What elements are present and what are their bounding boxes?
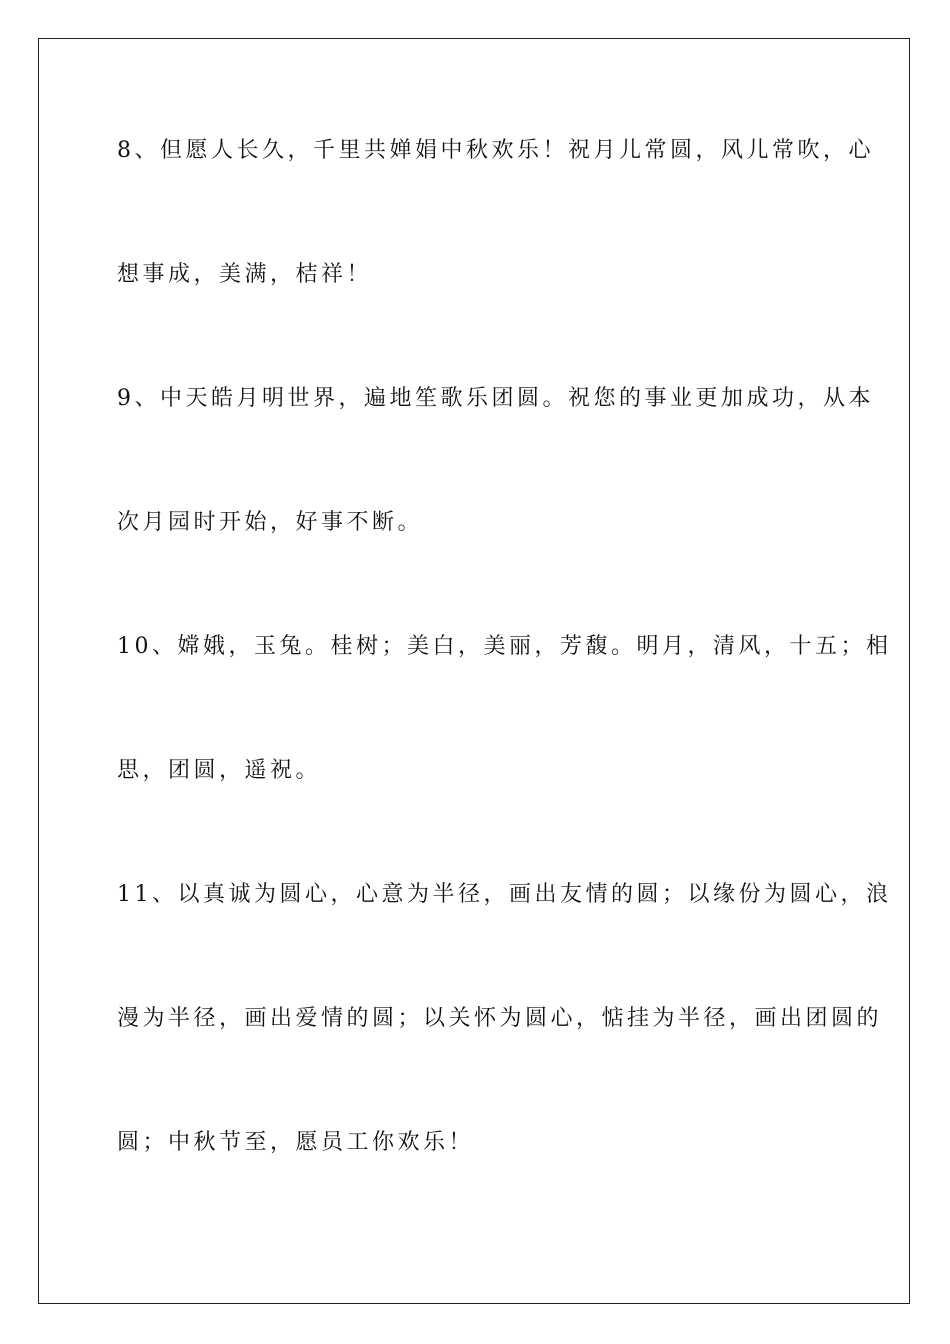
text-line: 圆；中秋节至，愿员工你欢乐！ [117, 1130, 475, 1155]
page-border [38, 38, 910, 1304]
text-line: 漫为半径，画出爱情的圆；以关怀为圆心，惦挂为半径，画出团圆的 [117, 1006, 883, 1031]
text-line: 次月园时开始，好事不断。 [117, 510, 424, 535]
text-line: 想事成，美满，桔祥！ [117, 262, 373, 287]
text-line: 思，团圆，遥祝。 [117, 758, 322, 783]
text-line: 10、嫦娥，玉兔。桂树；美白，美丽，芳馥。明月，清风，十五；相 [117, 634, 892, 659]
text-line: 11、以真诚为圆心，心意为半径，画出友情的圆；以缘份为圆心，浪 [117, 882, 892, 907]
text-line: 9、中天皓月明世界，遍地笙歌乐团圆。祝您的事业更加成功，从本 [117, 386, 874, 411]
text-line: 8、但愿人长久，千里共婵娟中秋欢乐！祝月儿常圆，风儿常吹，心 [117, 138, 874, 163]
